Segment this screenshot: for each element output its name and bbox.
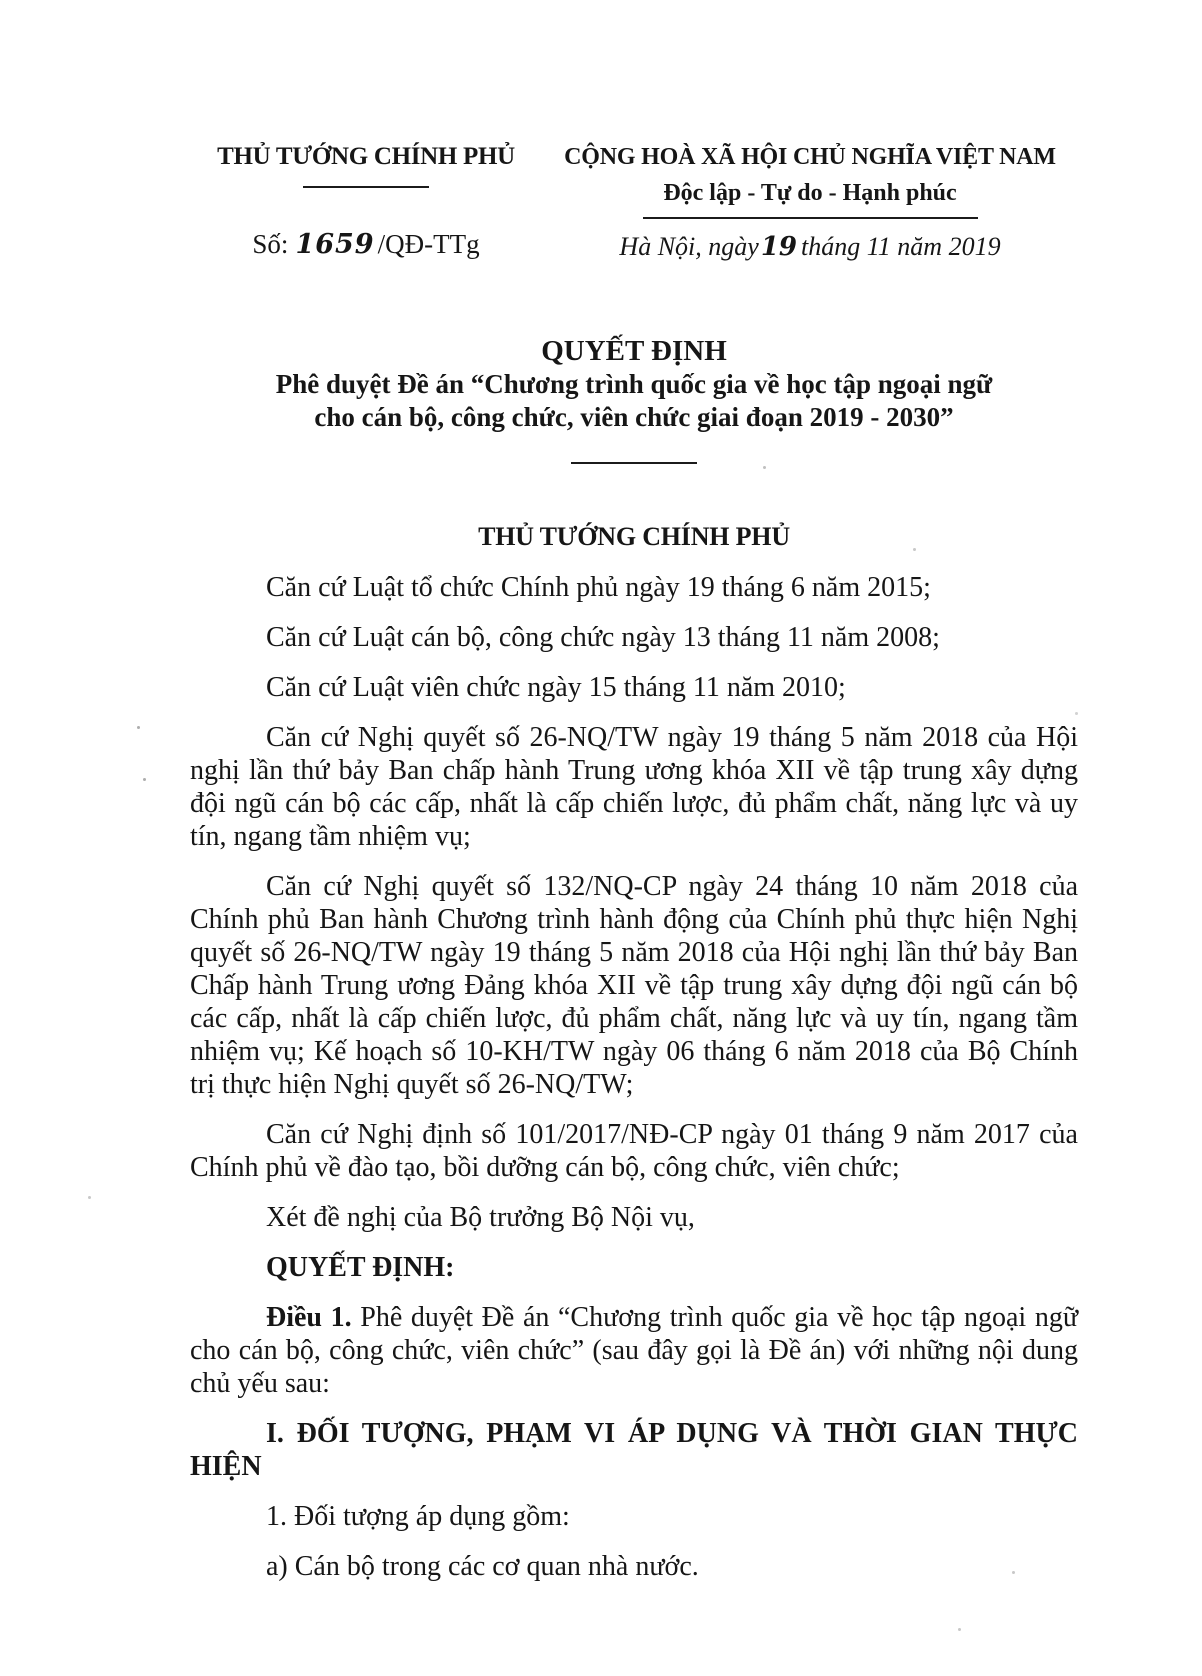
- dateline-rest: tháng 11 năm 2019: [801, 232, 1001, 261]
- decision-subtitle-line2: cho cán bộ, công chức, viên chức giai đoạn 2019 - 2030”: [314, 402, 954, 432]
- preamble-paragraph-6: Căn cứ Nghị định số 101/2017/NĐ-CP ngày 01 tháng 9 năm 2017 của Chính phủ về đào tạo, bồi dưỡng cán bộ, công chức, viên chức;: [190, 1119, 1078, 1183]
- preamble-paragraph-7: Xét đề nghị của Bộ trưởng Bộ Nội vụ,: [266, 1202, 695, 1233]
- decision-subtitle-line1: Phê duyệt Đề án “Chương trình quốc gia về học tập ngoại ngữ: [275, 369, 993, 399]
- preamble-paragraph-2: Căn cứ Luật cán bộ, công chức ngày 13 tháng 11 năm 2008;: [266, 622, 940, 653]
- issuing-org-block: [190, 142, 542, 261]
- scan-speck: [1012, 1571, 1015, 1574]
- title-divider: [571, 462, 697, 464]
- document-body: [190, 571, 1078, 1583]
- dateline-day: 19: [760, 232, 797, 262]
- document-number-value: 1659: [295, 229, 375, 260]
- preamble-paragraph-1: Căn cứ Luật tổ chức Chính phủ ngày 19 tháng 6 năm 2015;: [266, 572, 931, 603]
- document-number: [190, 228, 542, 261]
- section-1-item-1a: a) Cán bộ trong các cơ quan nhà nước.: [266, 1551, 699, 1582]
- preamble-paragraph-5: Căn cứ Nghị quyết số 132/NQ-CP ngày 24 tháng 10 năm 2018 của Chính phủ Ban hành Chương trình hành động của Chính phủ thực hiện Nghị quyết số 26-NQ/TW ngày 19 tháng 5 năm 2018 của Hội nghị lần thứ bảy Ban Chấp hành Trung ương Đảng khóa XII về tập trung xây dựng đội ngũ cán bộ các cấp, nhất là cấp chiến lược, đủ phẩm chất, năng lực và uy tín, ngang tầm nhiệm vụ; Kế hoạch số 10-KH/TW ngày 06 tháng 6 năm 2018 của Bộ Chính trị thực hiện Nghị quyết số 26-NQ/TW;: [190, 871, 1078, 1100]
- document-header: [190, 142, 1078, 262]
- scan-speck: [143, 778, 146, 781]
- scan-speck: [1075, 712, 1078, 715]
- scan-speck: [958, 1628, 961, 1631]
- national-header-block: [542, 142, 1078, 262]
- decision-title: QUYẾT ĐỊNH: [541, 335, 727, 367]
- article-1-paragraph: [190, 1301, 1078, 1400]
- dateline-place: Hà Nội, ngày: [619, 232, 759, 261]
- org-divider: [303, 186, 429, 188]
- document-number-prefix: Số:: [252, 229, 289, 259]
- motto-divider: [643, 217, 978, 219]
- issuing-org: THỦ TƯỚNG CHÍNH PHỦ: [217, 143, 515, 170]
- preamble-paragraph-3: Căn cứ Luật viên chức ngày 15 tháng 11 năm 2010;: [266, 672, 846, 703]
- article-1-label: Điều 1.: [266, 1302, 352, 1333]
- preamble-paragraph-4: Căn cứ Nghị quyết số 26-NQ/TW ngày 19 tháng 5 năm 2018 của Hội nghị lần thứ bảy Ban chấp hành Trung ương khóa XII về tập trung xây dựng đội ngũ cán bộ các cấp, nhất là cấp chiến lược, đủ phẩm chất, năng lực và uy tín, ngang tầm nhiệm vụ;: [190, 722, 1078, 852]
- issuer-heading: THỦ TƯỚNG CHÍNH PHỦ: [478, 522, 790, 551]
- decision-heading: QUYẾT ĐỊNH:: [266, 1252, 455, 1283]
- scan-speck: [88, 1196, 91, 1199]
- country-name: CỘNG HOÀ XÃ HỘI CHỦ NGHĨA VIỆT NAM: [564, 144, 1056, 170]
- document-number-suffix: /QĐ-TTg: [377, 229, 480, 259]
- article-1-text: Phê duyệt Đề án “Chương trình quốc gia về học tập ngoại ngữ cho cán bộ, công chức, viên chức” (sau đây gọi là Đề án) với những nội dung chủ yếu sau:: [190, 1302, 1078, 1399]
- national-motto: Độc lập - Tự do - Hạnh phúc: [663, 180, 957, 206]
- issuance-dateline: [542, 232, 1078, 262]
- section-1-item-1: 1. Đối tượng áp dụng gồm:: [266, 1501, 570, 1532]
- scan-speck: [763, 466, 766, 469]
- scan-speck: [913, 548, 916, 551]
- scan-speck: [137, 726, 140, 729]
- decision-title-block: [190, 335, 1078, 464]
- section-1-heading: I. ĐỐI TƯỢNG, PHẠM VI ÁP DỤNG VÀ THỜI GIAN THỰC HIỆN: [190, 1418, 1078, 1482]
